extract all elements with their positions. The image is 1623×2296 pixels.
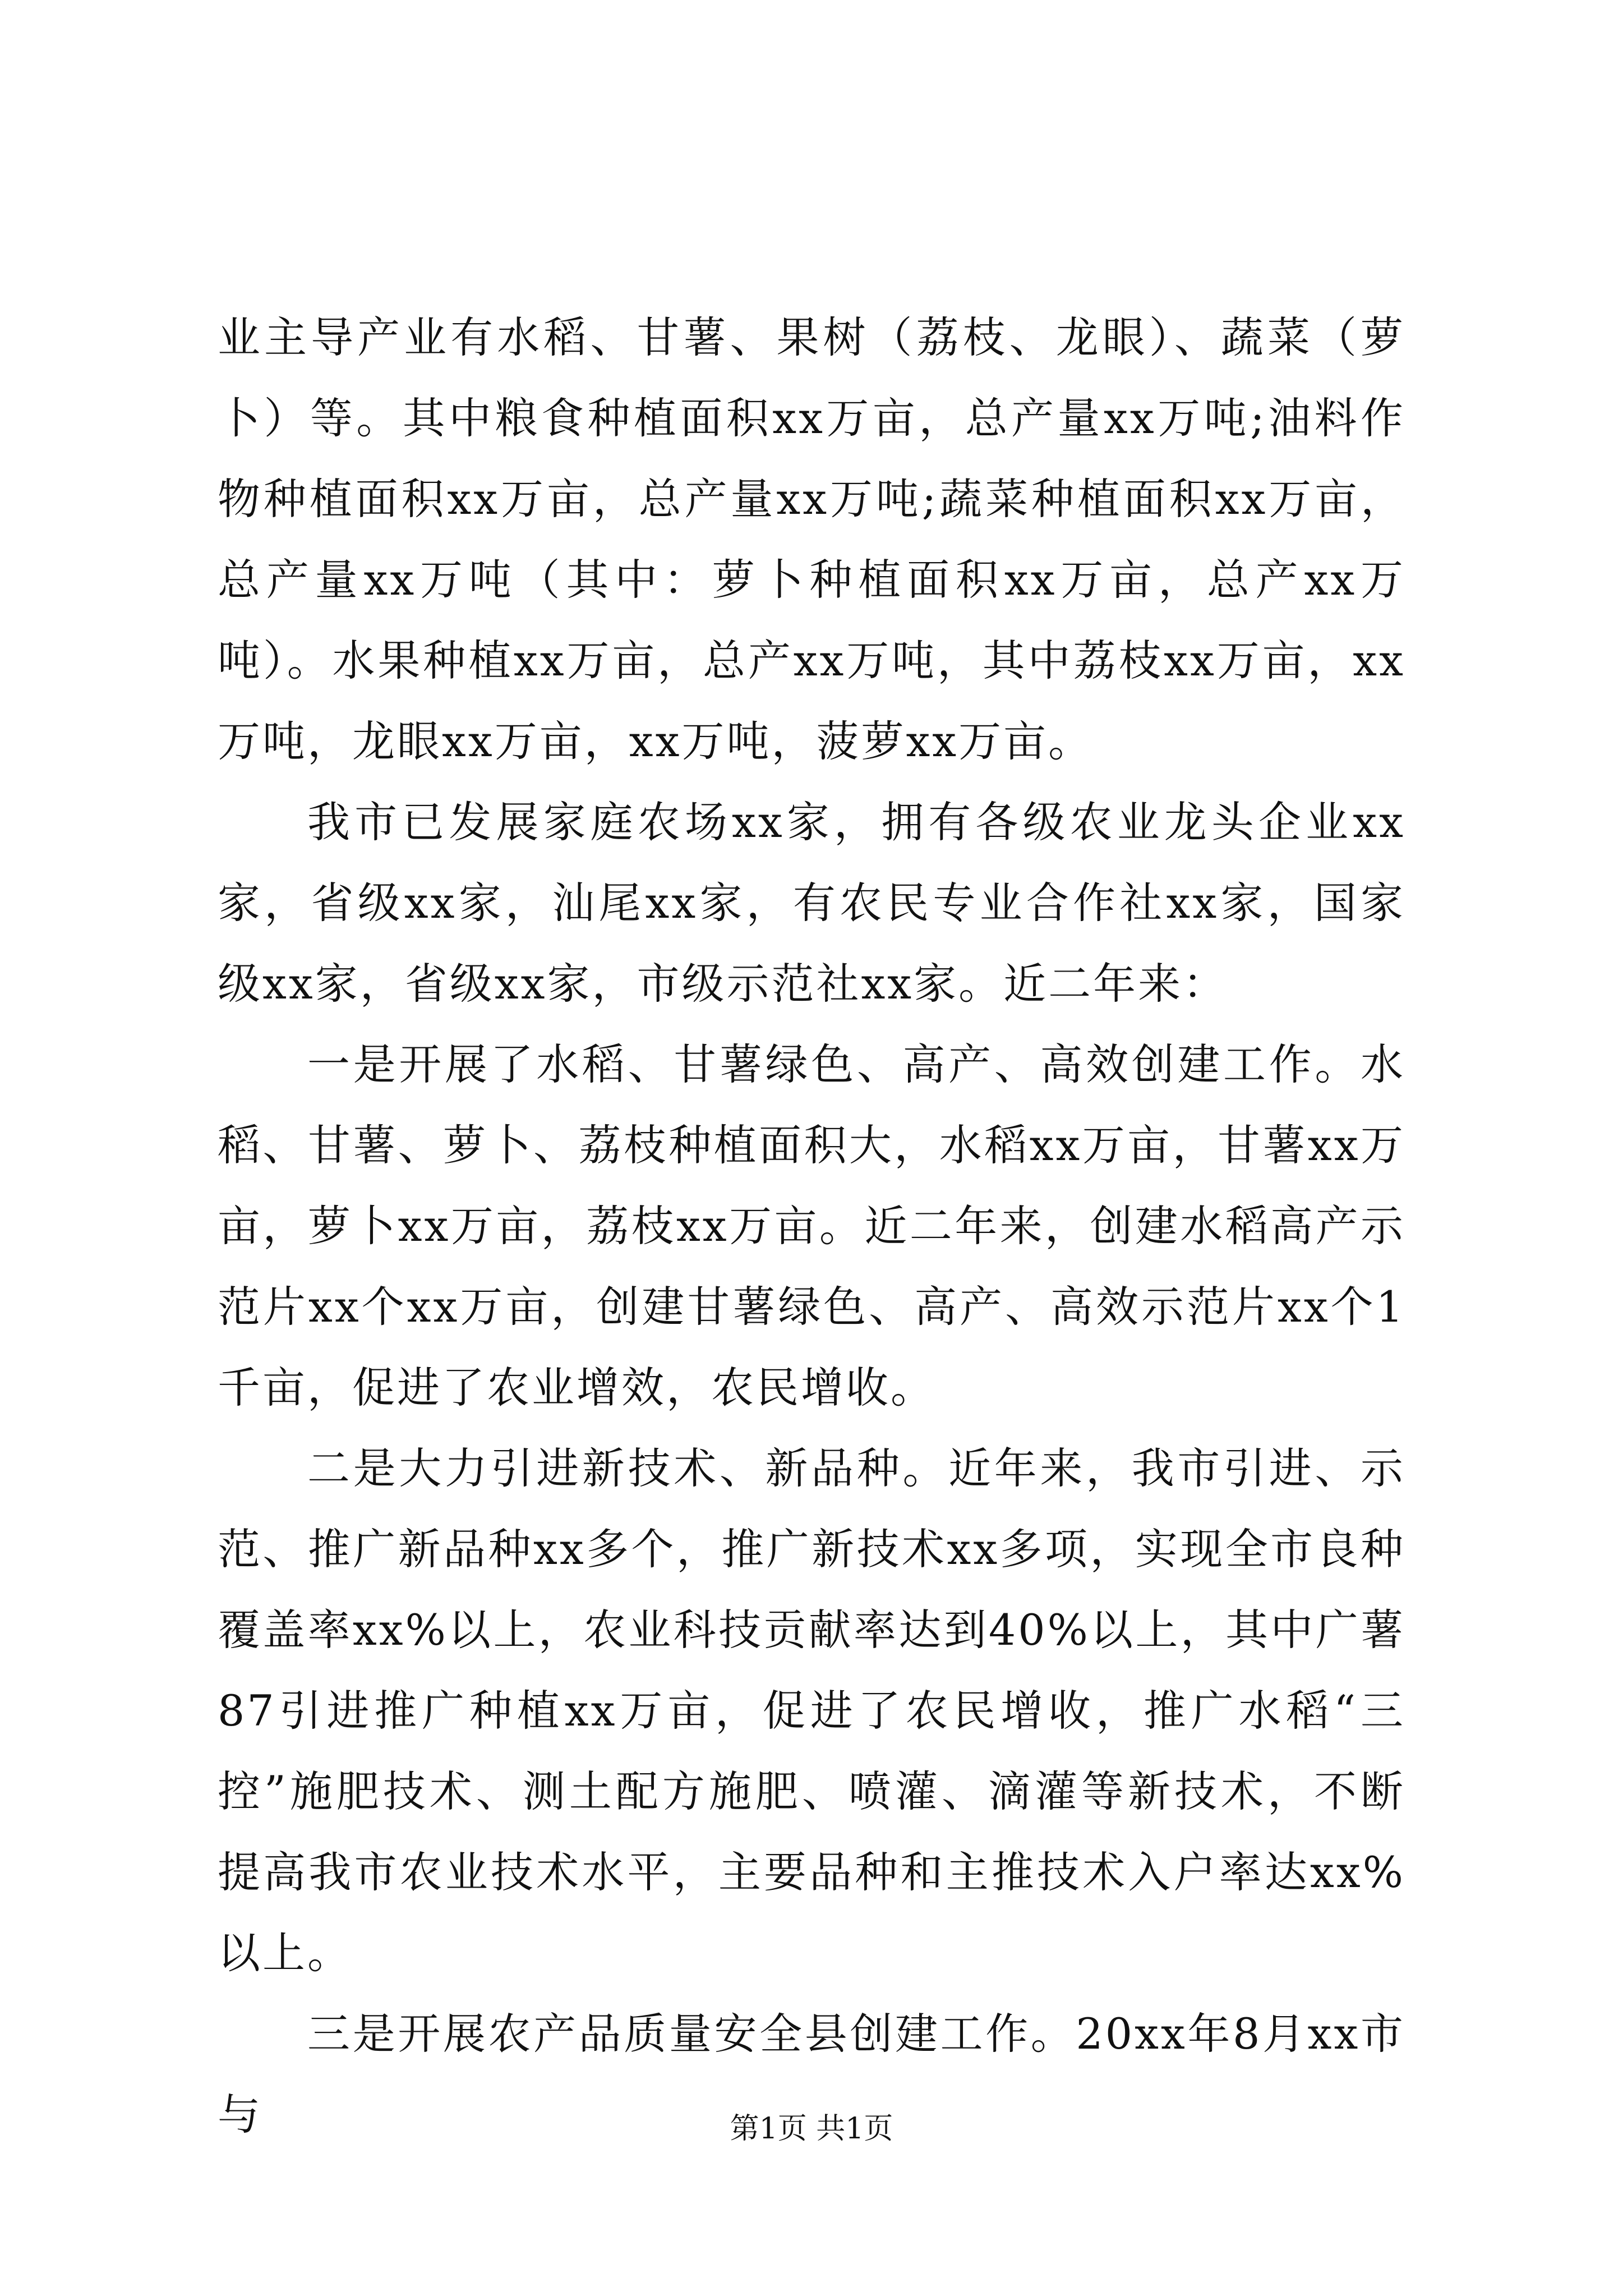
paragraph-3: 一是开展了水稻、甘薯绿色、高产、高效创建工作。水稻、甘薯、萝卜、荔枝种植面积大，水稻xx万亩，甘薯xx万亩，萝卜xx万亩，荔枝xx万亩。近二年来，创建水稻高产示范片xx个xx万亩，创建甘薯绿色、高产、高效示范片xx个1千亩，促进了农业增效，农民增收。 xyxy=(218,1039,1405,1412)
paragraph-4: 二是大力引进新技术、新品种。近年来，我市引进、示范、推广新品种xx多个，推广新技术xx多项，实现全市良种覆盖率xx%以上，农业科技贡献率达到40%以上，其中广薯87引进推广种植xx万亩，促进了农民增收，推广水稻“三控”施肥技术、测土配方施肥、喷灌、滴灌等新技术，不断提高我市农业技术水平，主要品种和主推技术入户率达xx%以上。 xyxy=(218,1443,1405,1978)
paragraph-2: 我市已发展家庭农场xx家，拥有各级农业龙头企业xx家，省级xx家，汕尾xx家，有农民专业合作社xx家，国家级xx家，省级xx家，市级示范社xx家。近二年来： xyxy=(218,797,1405,1009)
paragraph-5: 三是开展农产品质量安全县创建工作。20xx年8月xx市与 xyxy=(218,2009,1405,2139)
document-body xyxy=(218,297,1405,2155)
page-footer: 第1页 共1页 xyxy=(730,2112,893,2146)
paragraph-1: 业主导产业有水稻、甘薯、果树（荔枝、龙眼）、蔬菜（萝卜）等。其中粮食种植面积xx万亩，总产量xx万吨;油料作物种植面积xx万亩，总产量xx万吨;蔬菜种植面积xx万亩，总产量xx万吨（其中：萝卜种植面积xx万亩，总产xx万吨）。水果种植xx万亩，总产xx万吨，其中荔枝xx万亩，xx万吨，龙眼xx万亩，xx万吨，菠萝xx万亩。 xyxy=(218,312,1405,766)
